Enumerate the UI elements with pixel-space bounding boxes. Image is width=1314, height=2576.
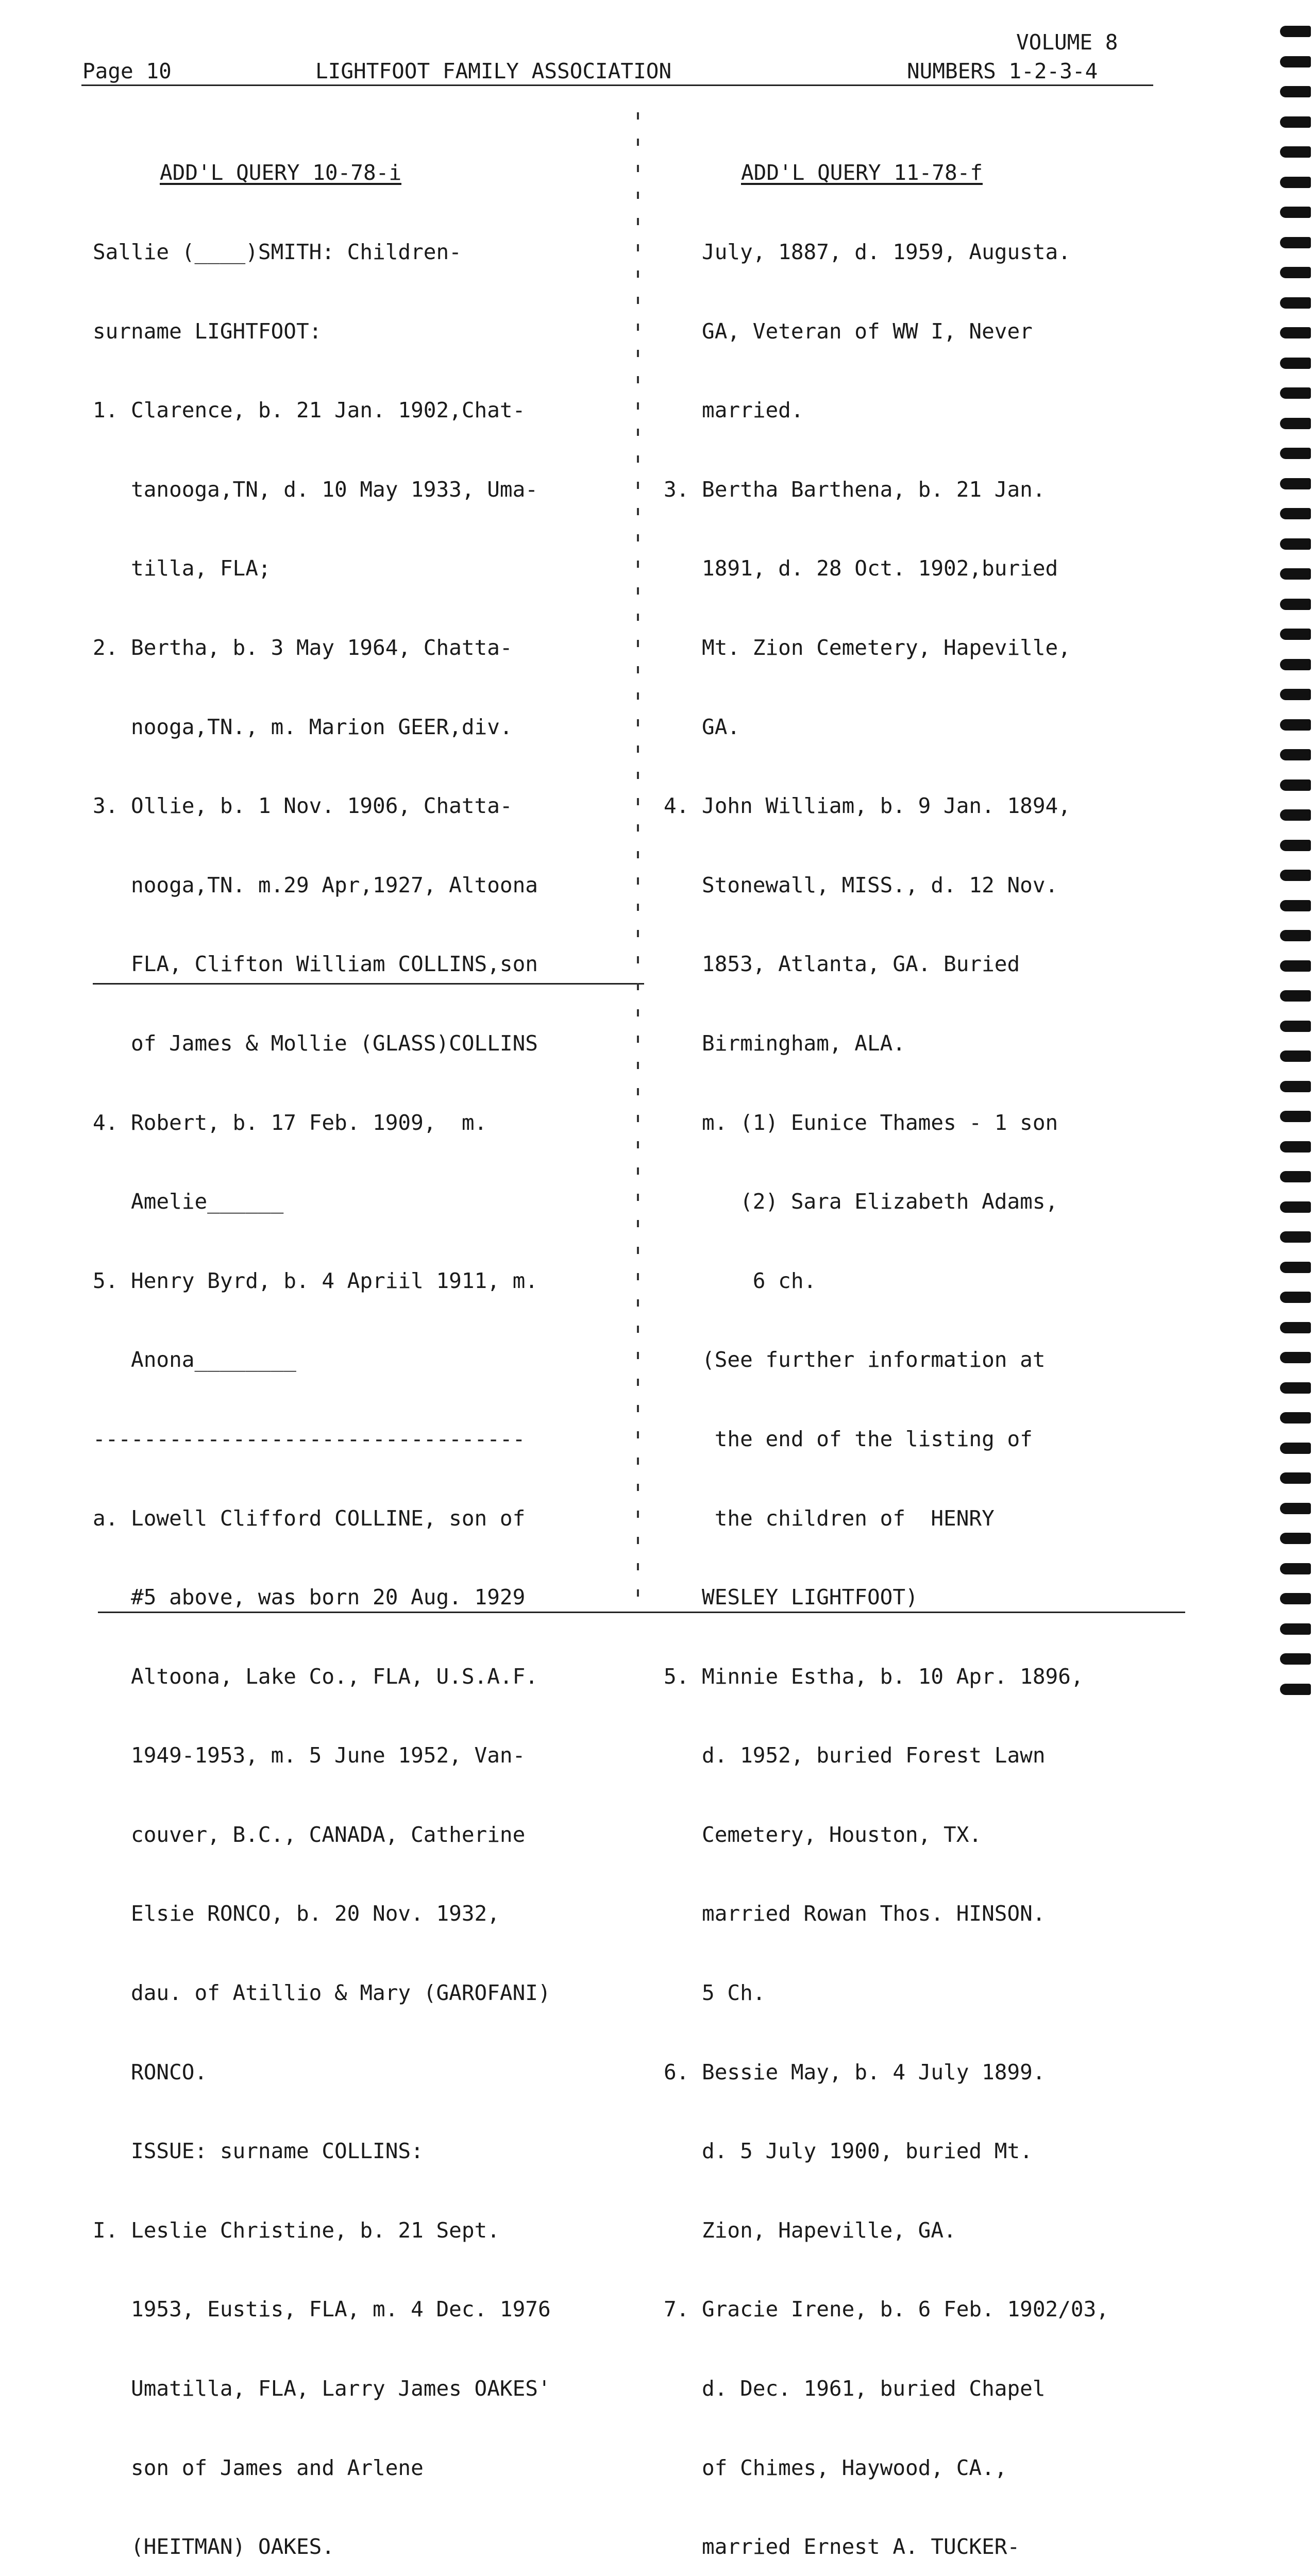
binding-coil [1280,809,1311,821]
text-line: FLA, Clifton William COLLINS,son [93,952,538,977]
left-column [93,107,649,2576]
binding-coil [1280,629,1311,640]
divider-tick [637,1273,639,1280]
divider-tick [637,192,639,199]
query-title: ADD'L QUERY 10-78-i [160,160,401,185]
volume-label: VOLUME 8 [1016,30,1118,55]
binding-coil [1280,1292,1311,1303]
text-line: Mt. Zion Cemetery, Hapeville, [664,635,1071,660]
text-line: 1953, Eustis, FLA, m. 4 Dec. 1976 [93,2297,551,2322]
binding-coil [1280,26,1311,37]
divider-tick [637,270,639,278]
text-line: 3. Bertha Barthena, b. 21 Jan. [664,477,1046,502]
text-line: the end of the listing of [664,1426,1033,1451]
binding-coil [1280,86,1311,97]
divider-tick [637,983,639,990]
text-line: 1853, Atlanta, GA. Buried [664,952,1020,977]
association-name: LIGHTFOOT FAMILY ASSOCIATION [315,59,672,83]
divider-tick [637,1220,639,1227]
binding-coil [1280,1563,1311,1574]
divider-tick [637,772,639,779]
binding-coil [1280,840,1311,851]
divider-tick [637,534,639,541]
header-rule [81,84,1153,86]
text-line: married Rowan Thos. HINSON. [664,1901,1046,1926]
text-line: 6 ch. [664,1268,817,1293]
divider-tick [637,429,639,436]
text-line: married. [664,398,804,423]
divider-tick [637,1299,639,1307]
binding-coil [1280,568,1311,580]
binding-coil [1280,1201,1311,1213]
binding-coil [1280,1231,1311,1243]
divider-tick [637,561,639,568]
text-line: Umatilla, FLA, Larry James OAKES' [93,2376,551,2401]
text-line: dau. of Atillio & Mary (GAROFANI) [93,1980,551,2006]
binding-coil [1280,418,1311,429]
dash-separator: ---------------------------------- [93,1426,526,1451]
issue-numbers: NUMBERS 1-2-3-4 [907,59,1098,83]
divider-tick [637,956,639,963]
divider-tick [637,798,639,805]
binding-coil [1280,1111,1311,1122]
text-line: Amelie______ [93,1189,284,1214]
binding-coil [1280,1050,1311,1062]
text-line: a. Lowell Clifford COLLINE, son of [93,1505,526,1531]
binding-coil [1280,1684,1311,1695]
text-line: tanooga,TN, d. 10 May 1933, Uma- [93,477,538,502]
text-line: d. 5 July 1900, buried Mt. [664,2139,1033,2164]
binding-coil [1280,538,1311,550]
divider-tick [637,1431,639,1438]
text-line: nooga,TN. m.29 Apr,1927, Altoona [93,872,538,897]
text-line: WESLEY LIGHTFOOT) [664,1585,918,1610]
text-line: couver, B.C., CANADA, Catherine [93,1822,526,1847]
binding-coil [1280,297,1311,309]
divider-tick [637,745,639,753]
text-line: nooga,TN., m. Marion GEER,div. [93,714,513,739]
binding-coil [1280,207,1311,218]
binding-coil [1280,1412,1311,1423]
text-line: 5. Henry Byrd, b. 4 Apriil 1911, m. [93,1268,538,1293]
text-line: (HEITMAN) OAKES. [93,2534,334,2560]
divider-tick [637,1511,639,1518]
binding-coil [1280,116,1311,128]
text-line: d. 1952, buried Forest Lawn [664,1743,1046,1768]
text-line: Birmingham, ALA. [664,1030,905,1056]
divider-tick [637,904,639,911]
text-line: 2. Bertha, b. 3 May 1964, Chatta- [93,635,513,660]
text-line: 1949-1953, m. 5 June 1952, Van- [93,1743,526,1768]
text-line: Elsie RONCO, b. 20 Nov. 1932, [93,1901,500,1926]
binding-coil [1280,1081,1311,1092]
text-line: (See further information at [664,1347,1046,1372]
footer-rule [98,1612,1185,1613]
divider-tick [637,1062,639,1069]
binding-coil [1280,1533,1311,1544]
binding-coil [1280,900,1311,911]
binding-coil [1280,689,1311,700]
text-line: 7. Gracie Irene, b. 6 Feb. 1902/03, [664,2297,1109,2322]
divider-tick [637,666,639,673]
divider-tick [637,877,639,885]
binding-coil [1280,659,1311,670]
text-line: married Ernest A. TUCKER- [664,2534,1020,2560]
binding-coil [1280,599,1311,610]
divider-tick [637,640,639,647]
text-line: 1. Clarence, b. 21 Jan. 1902,Chat- [93,398,526,423]
binding-coil [1280,237,1311,248]
divider-tick [637,614,639,621]
text-line: 3. Ollie, b. 1 Nov. 1906, Chatta- [93,793,513,819]
query-title: ADD'L QUERY 11-78-f [741,160,983,185]
binding-coil [1280,1653,1311,1665]
divider-tick [637,324,639,331]
binding-coil [1280,1472,1311,1484]
text-line: GA, Veteran of WW I, Never [664,318,1033,344]
divider-tick [637,1009,639,1016]
divider-tick [637,1326,639,1333]
binding-coil [1280,56,1311,67]
text-line: of Chimes, Haywood, CA., [664,2455,1007,2480]
divider-tick [637,376,639,383]
binding-coil [1280,1322,1311,1333]
text-line: 6. Bessie May, b. 4 July 1899. [664,2059,1046,2084]
divider-tick [637,244,639,251]
spiral-binding [1275,21,1314,1700]
divider-tick [637,350,639,357]
binding-coil [1280,719,1311,731]
binding-coil [1280,960,1311,972]
divider-tick [637,1589,639,1597]
text-line: Stonewall, MISS., d. 12 Nov. [664,872,1058,897]
divider-tick [637,1458,639,1465]
text-line: (2) Sara Elizabeth Adams, [664,1189,1058,1214]
divider-tick [637,824,639,832]
divider-tick [637,1352,639,1359]
column-divider [637,107,642,1601]
divider-tick [637,139,639,146]
binding-coil [1280,358,1311,369]
binding-coil [1280,1021,1311,1032]
divider-tick [637,112,639,120]
section-rule [93,983,644,985]
divider-tick [637,165,639,172]
divider-tick [637,930,639,937]
binding-coil [1280,508,1311,519]
binding-coil [1280,1352,1311,1363]
text-line: son of James and Arlene [93,2455,424,2480]
text-line: GA. [664,714,740,739]
binding-coil [1280,1141,1311,1153]
page-number: Page 10 [82,59,172,83]
binding-coil [1280,146,1311,158]
binding-coil [1280,1171,1311,1182]
divider-tick [637,508,639,515]
binding-coil [1280,1382,1311,1394]
text-line: RONCO. [93,2059,208,2084]
divider-tick [637,1379,639,1386]
text-line: 1891, d. 28 Oct. 1902,buried [664,556,1058,581]
binding-coil [1280,448,1311,459]
text-line: Zion, Hapeville, GA. [664,2217,956,2243]
divider-tick [637,1247,639,1254]
divider-tick [637,1484,639,1491]
binding-coil [1280,387,1311,399]
divider-tick [637,218,639,225]
text-line: of James & Mollie (GLASS)COLLINS [93,1030,538,1056]
divider-tick [637,851,639,858]
binding-coil [1280,327,1311,338]
text-line: Anona________ [93,1347,296,1372]
binding-coil [1280,930,1311,941]
text-line: ISSUE: surname COLLINS: [93,2139,424,2164]
divider-tick [637,1563,639,1570]
divider-tick [637,719,639,726]
text-line: #5 above, was born 20 Aug. 1929 [93,1585,526,1610]
divider-tick [637,1537,639,1544]
divider-tick [637,482,639,489]
divider-tick [637,587,639,595]
text-line: Cemetery, Houston, TX. [664,1822,982,1847]
right-column [664,107,1210,2576]
text-line: tilla, FLA; [93,556,271,581]
divider-tick [637,1405,639,1412]
text-line: surname LIGHTFOOT: [93,318,322,344]
binding-coil [1280,990,1311,1002]
text-line: Sallie (____)SMITH: Children- [93,240,462,264]
binding-coil [1280,1443,1311,1454]
divider-tick [637,1194,639,1201]
divider-tick [637,1141,639,1148]
binding-coil [1280,177,1311,188]
divider-tick [637,1036,639,1043]
divider-tick [637,455,639,463]
divider-tick [637,1088,639,1095]
text-line: 4. John William, b. 9 Jan. 1894, [664,793,1071,819]
binding-coil [1280,267,1311,278]
text-line: the children of HENRY [664,1505,995,1531]
binding-coil [1280,779,1311,791]
text-line: m. (1) Eunice Thames - 1 son [664,1110,1058,1135]
binding-coil [1280,870,1311,881]
divider-tick [637,297,639,304]
text-line: I. Leslie Christine, b. 21 Sept. [93,2217,500,2243]
binding-coil [1280,1623,1311,1635]
divider-tick [637,1167,639,1175]
binding-coil [1280,1593,1311,1604]
text-line: 5 Ch. [664,1980,766,2006]
binding-coil [1280,1262,1311,1273]
text-line: July, 1887, d. 1959, Augusta. [664,240,1071,264]
divider-tick [637,1115,639,1122]
binding-coil [1280,478,1311,489]
divider-tick [637,692,639,700]
text-line: d. Dec. 1961, buried Chapel [664,2376,1046,2401]
binding-coil [1280,1503,1311,1514]
divider-tick [637,402,639,410]
text-line: 4. Robert, b. 17 Feb. 1909, m. [93,1110,487,1135]
text-line: Altoona, Lake Co., FLA, U.S.A.F. [93,1664,538,1689]
text-line: 5. Minnie Estha, b. 10 Apr. 1896, [664,1664,1084,1689]
binding-coil [1280,749,1311,760]
